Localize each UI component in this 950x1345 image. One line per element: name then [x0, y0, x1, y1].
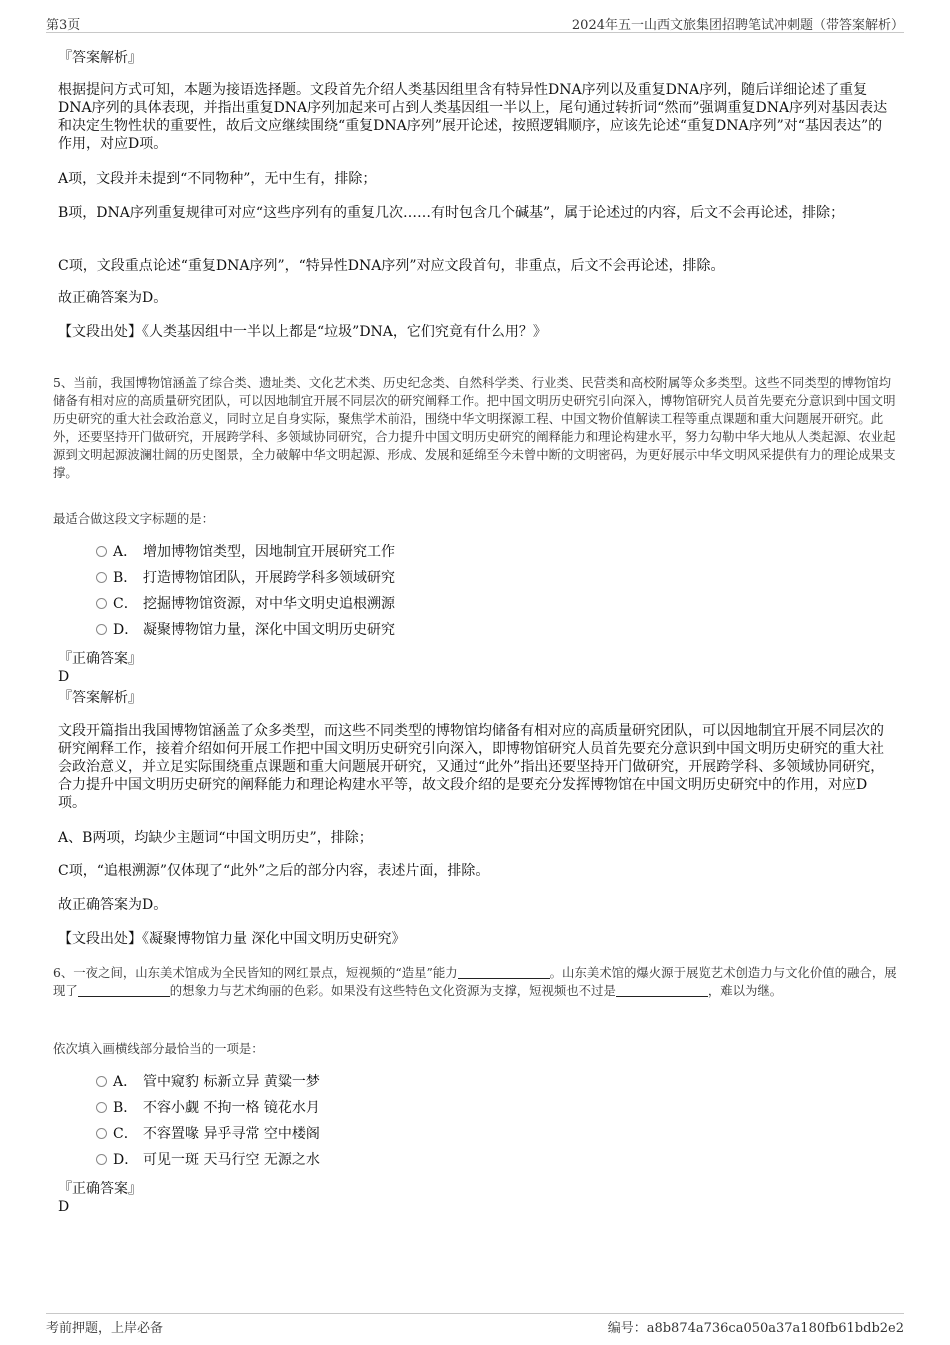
question-6-option-a[interactable]: A． 管中窥豹 标新立异 黄粱一梦 — [96, 1072, 320, 1092]
analysis-conclusion: 故正确答案为D。 — [58, 290, 168, 306]
analysis-option-a: A项，文段并未提到“不同物种”，无中生有，排除； — [58, 171, 377, 187]
question-5-prompt: 最适合做这段文字标题的是： — [53, 511, 215, 526]
page-number: 第3页 — [46, 18, 81, 33]
question-6-option-d[interactable]: D． 可见一斑 天马行空 无源之水 — [96, 1150, 320, 1170]
analysis-conclusion: 故正确答案为D。 — [58, 897, 168, 913]
source-citation: 【文段出处】《人类基因组中一半以上都是“垃圾”DNA，它们究竟有什么用？》 — [58, 324, 547, 340]
radio-icon[interactable] — [96, 598, 107, 609]
question-6-option-b[interactable]: B． 不容小觑 不拘一格 镜花水月 — [96, 1098, 320, 1118]
question-5-option-c[interactable]: C． 挖掘博物馆资源，对中华文明史追根溯源 — [96, 594, 395, 614]
radio-icon[interactable] — [96, 1128, 107, 1139]
radio-icon[interactable] — [96, 624, 107, 635]
analysis-paragraph: 文段开篇指出我国博物馆涵盖了众多类型，而这些不同类型的博物馆均储备有相对应的高质量研究团队，可以因地制宜开展不同层次的研究阐释工作，接着介绍如何开展工作把中国文明历史研究引向深入，即博物馆研究人员首先要充分意识到中国文明历史研究的重大社会政治意义，并立足实际围绕重点课题和重大问题展开研究，又通过“此外”指出还要坚持开门做研究，开展跨学科、多领域协同研究，合力提升中国文明历史研究的阐释能力和理论构建水平等，故文段介绍的是要充分发挥博物馆在中国文明历史研究中的作用，对应D项。 — [58, 723, 885, 811]
question-5-option-a[interactable]: A． 增加博物馆类型，因地制宜开展研究工作 — [96, 542, 395, 562]
source-citation: 【文段出处】《凝聚博物馆力量 深化中国文明历史研究》 — [58, 931, 406, 947]
question-5-option-d[interactable]: D． 凝聚博物馆力量，深化中国文明历史研究 — [96, 620, 395, 640]
analysis-option-c: C项，文段重点论述“重复DNA序列”，“特异性DNA序列”对应文段首句，非重点，后文不会再论述，排除。 — [58, 258, 725, 274]
question-6-option-c[interactable]: C． 不容置喙 异乎寻常 空中楼阁 — [96, 1124, 320, 1144]
analysis-label: 『答案解析』 — [58, 50, 142, 66]
question-6-text: 6、一夜之间，山东美术馆成为全民皆知的网红景点，短视频的“造星”能力 。山东美术馆的爆火源于展览艺术创造力与文化价值的融合，展现了 的想象力与艺术绚丽的色彩。如果没有这些特色文化资源为支撑，短视频也不过是 ，难以为继。 — [53, 965, 897, 998]
page-footer — [46, 1313, 904, 1334]
correct-answer: D — [58, 1199, 70, 1215]
radio-icon[interactable] — [96, 1076, 107, 1087]
fill-blank — [78, 984, 170, 997]
question-5-option-b[interactable]: B． 打造博物馆团队，开展跨学科多领域研究 — [96, 568, 395, 588]
question-6-prompt: 依次填入画横线部分最恰当的一项是： — [53, 1041, 264, 1056]
analysis-option-b: B项，DNA序列重复规律可对应“这些序列有的重复几次……有时包含几个碱基”，属于论述过的内容，后文不会再论述，排除； — [58, 205, 845, 221]
fill-blank — [616, 984, 708, 997]
analysis-paragraph: 根据提问方式可知，本题为接语选择题。文段首先介绍人类基因组里含有特异性DNA序列以及重复DNA序列，随后详细论述了重复DNA序列的具体表现，并指出重复DNA序列加起来可占到人类基因组一半以上，尾句通过转折词“然而”强调重复DNA序列对基因表达和决定生物性状的重要性，故后文应继续围绕“重复DNA序列”展开论述，按照逻辑顺序，应该先论述“重复DNA序列”对“基因表达”的作用，对应D项。 — [58, 82, 888, 152]
analysis-option-ab: A、B两项，均缺少主题词“中国文明历史”，排除； — [58, 830, 373, 846]
analysis-option-c: C项，“追根溯源”仅体现了“此外”之后的部分内容，表述片面，排除。 — [58, 863, 490, 879]
correct-answer: D — [58, 669, 70, 685]
analysis-label: 『答案解析』 — [58, 690, 142, 706]
footer-slogan: 考前押题，上岸必备 — [46, 1321, 164, 1336]
correct-answer-label: 『正确答案』 — [58, 651, 142, 667]
radio-icon[interactable] — [96, 1102, 107, 1113]
document-title: 2024年五一山西文旅集团招聘笔试冲刺题（带答案解析） — [571, 18, 904, 33]
document-id: 编号：a8b874a736ca050a37a180fb61bdb2e2 — [607, 1321, 904, 1336]
question-5-text: 5、当前，我国博物馆涵盖了综合类、遗址类、文化艺术类、历史纪念类、自然科学类、行业类、民营类和高校附属等众多类型。这些不同类型的博物馆均储备有相对应的高质量研究团队，可以因地制宜开展不同层次的研究阐释工作。把中国文明历史研究引向深入，博物馆研究人员首先要充分意识到中国文明历史研究的重大社会政治意义，同时立足自身实际，聚焦学术前沿，围绕中华文明探源工程、中国文物价值解读工程等重点课题和重大问题展开研究。此外，还要坚持开门做研究，开展跨学科、多领域协同研究，合力提升中国文明历史研究的阐释能力和理论构建水平，努力勾勒中华大地从人类起源、农业起源到文明起源波澜壮阔的历史图景，全力破解中华文明起源、形成、发展和延绵至今未曾中断的文明密码，为更好展示中华文明风采提供有力的理论成果支撑。 — [53, 375, 896, 480]
radio-icon[interactable] — [96, 546, 107, 557]
correct-answer-label: 『正确答案』 — [58, 1181, 142, 1197]
radio-icon[interactable] — [96, 572, 107, 583]
fill-blank — [458, 966, 550, 979]
page-header — [46, 12, 904, 33]
radio-icon[interactable] — [96, 1154, 107, 1165]
